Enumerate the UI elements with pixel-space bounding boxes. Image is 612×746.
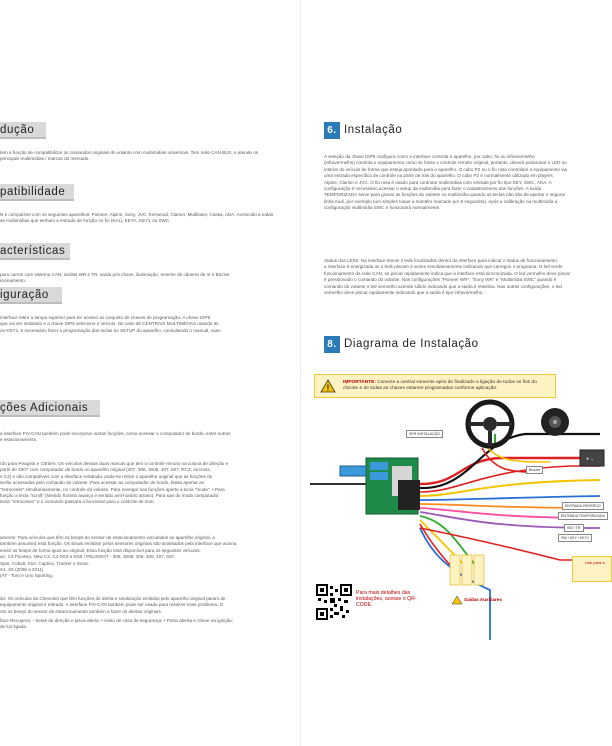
- section-number: 6.: [324, 122, 340, 139]
- compat-paragraph: N é compatível com os seguintes aparelhos: Pioneer, Alpine, Sony, JVC, Kenwood, Clarion, Multilaser, Caska, ADA. Acrescido a todas as multimídias que tenham a entrada de função no fio (Ke1), KEYA, KEY1 ou SWC.: [0, 212, 274, 224]
- svg-text:+ -: + -: [586, 457, 594, 463]
- intro-paragraph: tem a função de compatibilizar os comandos originais do volante com multimídias universais. Tem rede CAN BUS, e atende os principais multimídias / marcas do mercado.: [0, 150, 259, 162]
- aux-output-boxes: [450, 555, 484, 585]
- wire-harness: [310, 434, 600, 640]
- adicionais-paragraph-3: amento: Para veículos que têm os beeps do sensor de estacionamento vinculados ao aparelho original, a também assumirá esta função. Os sinais emitidos pelos sensores originais são analisados pela interface que aciona emitir os beeps de forma igual ao original. Essa função está disponível para os seguintes veículos: an, C3 Picasso, New C3, C4 DS3 e DS5 / PEUGEOT - 208, 3008, 308, 408, 407, 607. Spin, Cobalt, S10, Captiva, Tracker e Sonic. X1, X5 (2006 a 2011). (AT - Toro e Uno Sporting.: [0, 535, 237, 579]
- page-fold: [300, 0, 301, 746]
- section-title-compatibilidade: patibilidade: [0, 184, 74, 201]
- label-buzzer: Buzzer: [526, 466, 543, 474]
- label-entrada-reverso: ENTRADA REVERSO: [562, 502, 604, 510]
- adicionais-paragraph-5: face Recupera: - Setas de direção e pisca-alerta; • Aviso de cinto de segurança; • Porta aberta e chave na ignição; de luz ligada.: [0, 618, 233, 630]
- section-title-caracteristicas: acterísticas: [0, 243, 70, 260]
- label-ser-instalacao: SER INSTALAÇÃO: [406, 430, 443, 438]
- install-paragraph-2: Status dos LEDs: Na interface temos 2 leds localizados dentro da interface para indicar o status de funcionamento. a interface é energizada os 2 leds piscam 3 vezes simultaneamente indicando que carregou o programa. O led verde funcionamento da rede CAN, se piscar rapidamente indica que a interface está sincronizada. O led vermelho deve piscar é pressionado o comando do volante. Nas configurações "Pioneer WR", "Sony WR" e "Multimídia SWC" quando é comando do volante o led vermelho acende sólido indicando que a saída é resistiva. Nas outras configurações, o led vermelho deve piscar rapidamente indicando que a saída é tipo infravermelho.: [324, 258, 571, 296]
- section-title-diagrama: 8. Diagrama de Instalação: [324, 336, 600, 353]
- config-paragraph: interface retire a tampa superior para ter acesso ao conjunto de chaves de programação. A chave DIP6 que vai ser instalado e a chave DIP6 selecione o veículo. No caso de CENTRAIS MULTIMÍDIAS usando as ou KEY1, é necessário fazer a programação das teclas no SETUP do aparelho, consultando o manual, caso: [0, 315, 221, 333]
- caract-paragraph: para carros com sistema CAN, saídas WR e TR, saída pós chave, iluminação, reverse de câmera de ré e Buzzer icionamento.: [0, 272, 230, 284]
- buzzer-icon: [541, 408, 569, 436]
- label-sw-key: SW / KEY / KEY1: [558, 534, 592, 542]
- side-note-box: Use para a: [572, 556, 612, 582]
- battery-icon: [580, 450, 604, 466]
- label-sw-tr: SW / TR: [564, 524, 584, 532]
- section-title-instalacao: 6. Instalação: [324, 122, 600, 139]
- qr-code-caption: Para mais detalhes das instalações, acesse o QR-CODE.: [356, 590, 417, 609]
- section-title-configuracao: iguração: [0, 287, 62, 304]
- label-entrada-temporizada: ENTRADA TEMPORIZADA: [558, 512, 608, 520]
- warning-triangle-icon: [321, 380, 335, 392]
- install-paragraph-1: A seleção da chave DIP6 configura como a interface controla o aparelho, por cabo, fio ou infravermelho (infravermelho) controla o equipamento como se fosse o controle remoto original, portanto, deverá posicionar o LED no interior do veículo de forma que esteja apontado para o aparelho. O cabo P2 ou o fio rosa controlam o equipamento via uma entrada específica de controle na parte de trás do aparelho. O cabo P2 é normalmente utilizado em players Alpine, Clarion e JVC. O fio rosa é usado para controlar multimídias com entrada por fio tipo KEY, SWC, ADA. A configuração é necessário acessar o setup da multimídia para fazer o cadastramento das funções. A saída TEMPORIZADA serve para gravar as funções do volante na multimídia quando as teclas não são de apertar e segurar linha Audi, por exemplo (um simples toque a mantém marcado por 5 segundos). Após a calibração na multimídia a configuração multimídia SWC e funcionará normalmente.: [324, 154, 568, 211]
- qr-code-icon: [316, 584, 352, 620]
- important-warning-box: ! IMPORTANTE: Conecte a central somente após de finalizado a ligação de todos os fios do chicote e de todas as chaves estarem programadas conforme aplicação.: [314, 374, 556, 398]
- section-title-introducao: dução: [0, 122, 46, 139]
- interface-module-icon: [340, 458, 420, 514]
- section-title-funcoes-adicionais: ções Adicionais: [0, 400, 100, 417]
- adicionais-paragraph-4: ão: Os veículos da Chevrolet que têm funções de alerta e sinalização emitidos pelo aparelho original param de equipamento original é retirado. A interface FIV-CAN também pode ser usada para resolver esse problema. O nto os beeps do sensor de estacionamento também a fazer os alertas originais.: [0, 596, 226, 614]
- aux-outputs-label: Saídas Auxiliares: [464, 597, 502, 602]
- section-number: 8.: [324, 336, 340, 353]
- steering-wheel-icon: [468, 402, 512, 446]
- adicionais-paragraph-2: rdo para Peugeot e Citröen: Os veículos dessas duas marcas que tem o controle remoto na coluna de direção e partir de 2007 com computador de bordo no aparelho original (307, 308, 3008, 407, 607, RCZ, Aircross, e C4) e são compatíveis com a interface instalada, pode-se retirar o aparelho original que as funções do serão acessadas pelo comando do volante. Para acessar ao computador de bordo, basta apertar as "retroceder" simultaneamente, no controle do volante. Para navegar nas funções aperte a tecla "mode". • Para função a tecla "scroll" (sentido horário avanço e sentido anti-horário atraso). Para sair do modo computador tecla "retrocesso" e o comando passará a funcionar para o controle de som.: [0, 461, 229, 505]
- svg-text:!: !: [326, 383, 330, 393]
- adicionais-paragraph-1: a interface FIV-CAN também pode incorporar outras funções, como acessar o computador de bordo, entre outras e estacionamento.: [0, 431, 231, 443]
- warning-triangle-icon: [452, 596, 462, 604]
